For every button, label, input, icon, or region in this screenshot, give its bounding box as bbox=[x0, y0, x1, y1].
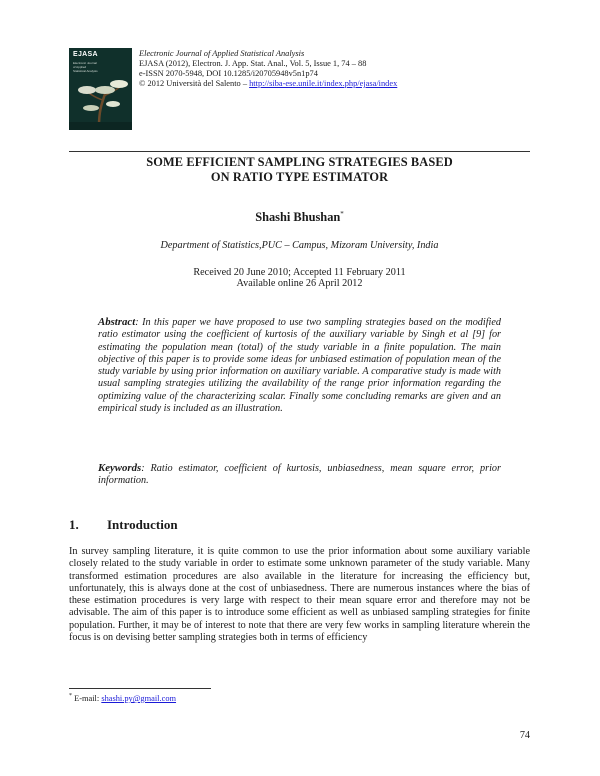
copyright-text: © 2012 Università del Salento – bbox=[139, 79, 250, 88]
cover-title: EJASA bbox=[73, 51, 98, 58]
copyright-line bbox=[139, 79, 539, 89]
abstract-text: : In this paper we have proposed to use two sampling strategies based on the modified ratio estimator using the coefficient of kurtosis of the auxiliary variable by Singh et al [9] for estimating the population mean (total) of the study variable in a finite population. The main objective of this paper is to provide some ideas for unbiased estimation of population mean of the study variable by using prior information on auxiliary variable. A comparative study is made with usual sampling strategies utilizing the availability of the range prior information regarding the optimizing value of the characterizing scalar. Finally some concluding remarks are given and an empirical study is included as an illustration. bbox=[98, 317, 501, 415]
citation-line: EJASA (2012), Electron. J. App. Stat. Anal., Vol. 5, Issue 1, 74 – 88 bbox=[139, 59, 367, 68]
author-affiliation: Department of Statistics,PUC – Campus, Mizoram University, India bbox=[160, 240, 439, 251]
abstract-label: Abstract bbox=[98, 316, 136, 328]
footnote-label: E-mail: bbox=[72, 693, 102, 703]
author-name bbox=[69, 210, 530, 225]
page-number: 74 bbox=[519, 730, 530, 741]
journal-name: Electronic Journal of Applied Statistical Analysis bbox=[139, 49, 305, 58]
footnote-divider bbox=[69, 688, 211, 689]
author-email-link[interactable]: shashi.py@gmail.com bbox=[101, 693, 177, 703]
paper-title bbox=[69, 155, 530, 185]
issn-line: e-ISSN 2070-5948, DOI 10.1285/i20705948v5n1p74 bbox=[139, 69, 318, 78]
received-accepted: Received 20 June 2010; Accepted 11 February 2011 bbox=[193, 267, 406, 278]
author-footnote-mark: * bbox=[340, 210, 344, 218]
abstract bbox=[98, 316, 501, 415]
keywords bbox=[98, 462, 501, 488]
available-online: Available online 26 April 2012 bbox=[236, 278, 363, 289]
journal-url-link[interactable]: http://siba-ese.unile.it/index.php/ejasa/index bbox=[249, 79, 398, 88]
footnote bbox=[69, 693, 176, 703]
footnote-mark: * bbox=[69, 693, 72, 699]
section-heading bbox=[69, 517, 178, 533]
section-number: 1. bbox=[69, 517, 79, 532]
section-title: Introduction bbox=[107, 517, 178, 532]
author-text: Shashi Bhushan bbox=[255, 210, 341, 225]
publication-dates bbox=[69, 267, 530, 289]
journal-header bbox=[139, 49, 539, 89]
journal-cover-image bbox=[69, 48, 132, 130]
title-line-1: SOME EFFICIENT SAMPLING STRATEGIES BASED bbox=[146, 155, 453, 169]
keywords-label: Keywords bbox=[98, 462, 142, 474]
keywords-text: : Ratio estimator, coefficient of kurtosis, unbiasedness, mean square error, prior information. bbox=[98, 463, 501, 487]
title-line-2: ON RATIO TYPE ESTIMATOR bbox=[210, 170, 389, 184]
cover-subtitle: Electronic Journal of Applied Statistical Analysis bbox=[73, 61, 98, 73]
introduction-paragraph: In survey sampling literature, it is quite common to use the prior information about some auxiliary variable closely related to the study variable in order to estimate some unknown parameter of the study variable. Many transformed estimation procedures are also available in the literature for increasing the efficiency but, unfortunately, this is always done at the cost of unbiasedness. There are numerous instances where the bias of these estimation procedures is very large with respect to their mean square error and therefore may not be advisable. The aim of this paper is to introduce some efficient as well as unbiased sampling strategies for finite population. Further, it may be of interest to note that there are very few works in sampling literature wherein the focus is on devising better sampling strategies both in terms of efficiency bbox=[69, 546, 530, 644]
header-divider bbox=[69, 151, 530, 152]
